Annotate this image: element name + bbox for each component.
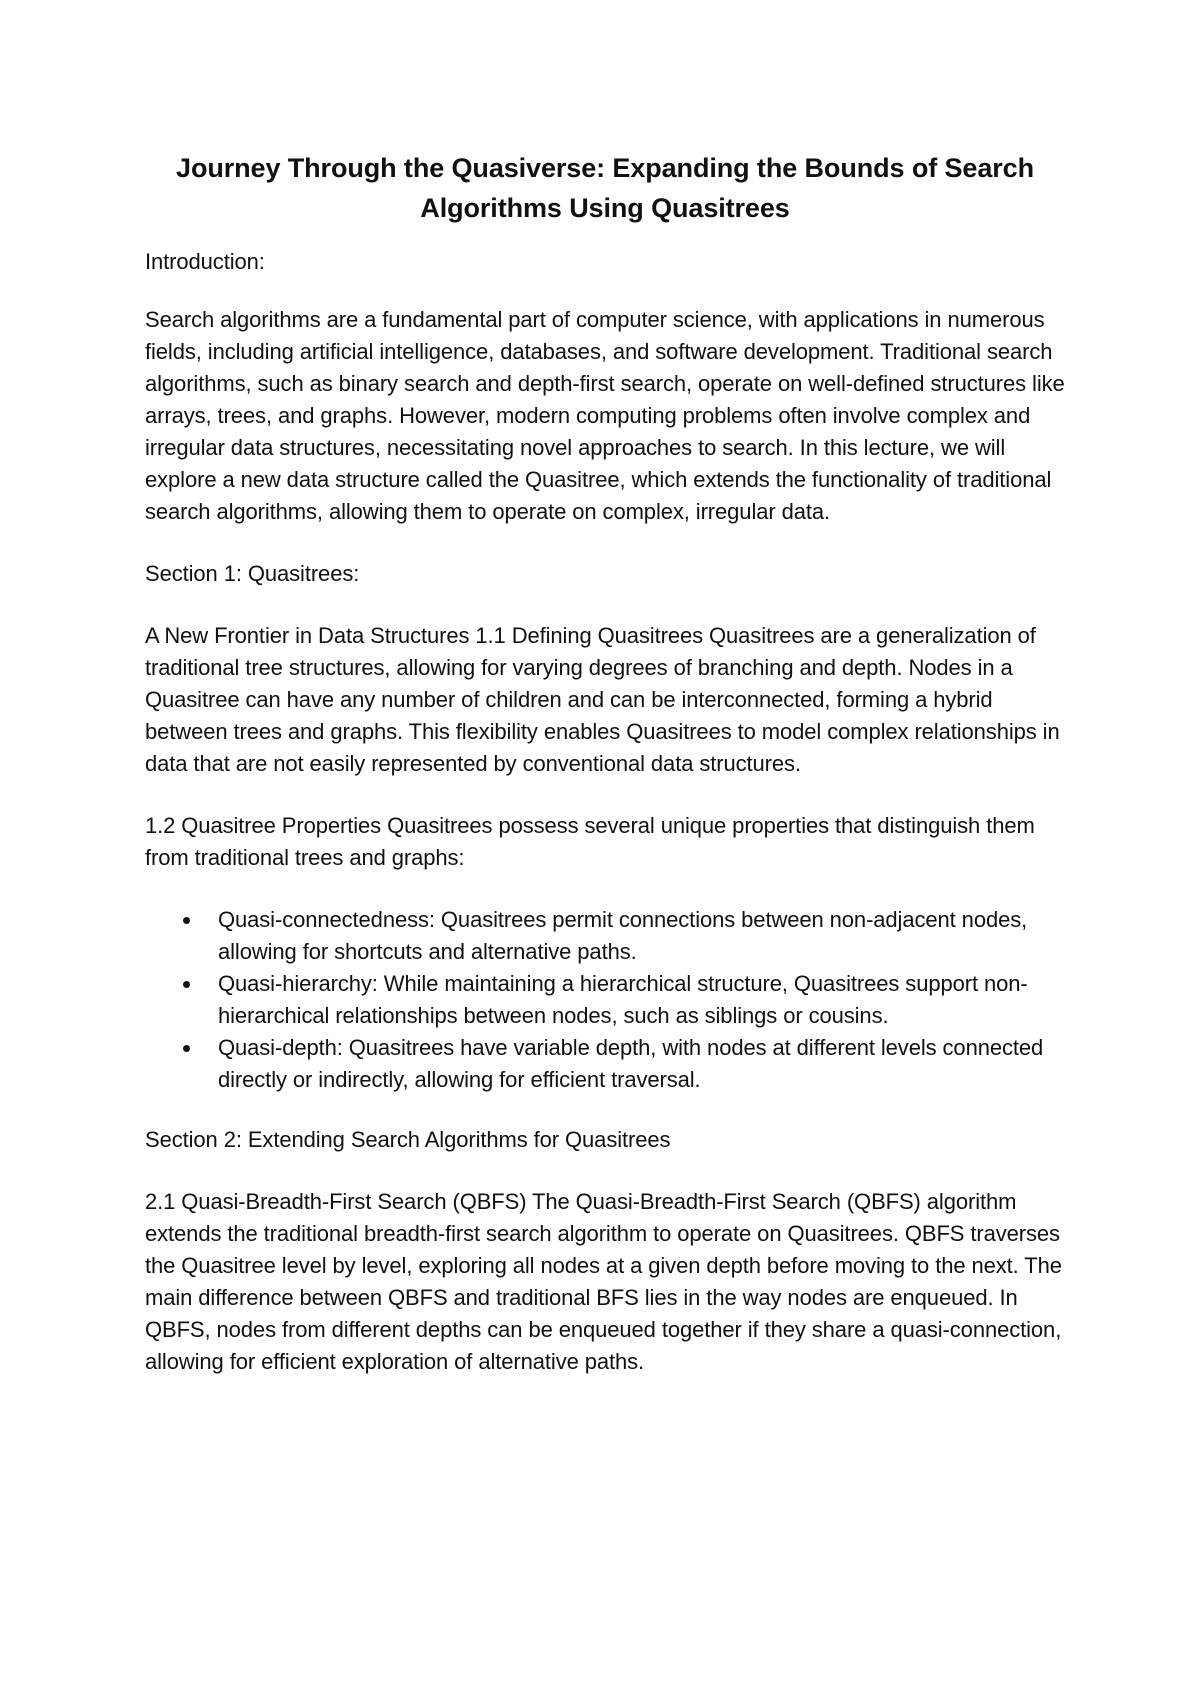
bullet-icon: [183, 1045, 190, 1052]
section1-paragraph-2: 1.2 Quasitree Properties Quasitrees possess several unique properties that distinguish them from traditional trees and graphs:: [145, 813, 1035, 870]
document-page: [145, 148, 1065, 1408]
section2-heading: Section 2: Extending Search Algorithms for Quasitrees: [145, 1127, 671, 1152]
list-item-text: Quasi-hierarchy: While maintaining a hierarchical structure, Quasitrees support non-hierarchical relationships between nodes, such as siblings or cousins.: [218, 971, 1028, 1028]
properties-list: [145, 904, 1065, 1096]
section2-paragraph-1: 2.1 Quasi-Breadth-First Search (QBFS) The Quasi-Breadth-First Search (QBFS) algorithm extends the traditional breadth-first search algorithm to operate on Quasitrees. QBFS traverses the Quasitree level by level, exploring all nodes at a given depth before moving to the next. The main difference between QBFS and traditional BFS lies in the way nodes are enqueued. In QBFS, nodes from different depths can be enqueued together if they share a quasi-connection, allowing for efficient exploration of alternative paths.: [145, 1189, 1062, 1374]
section1-heading: Section 1: Quasitrees:: [145, 561, 360, 586]
section1-paragraph-1: A New Frontier in Data Structures 1.1 Defining Quasitrees Quasitrees are a generalization of traditional tree structures, allowing for varying degrees of branching and depth. Nodes in a Quasitree can have any number of children and can be interconnected, forming a hybrid between trees and graphs. This flexibility enables Quasitrees to model complex relationships in data that are not easily represented by conventional data structures.: [145, 623, 1060, 776]
list-item: [145, 1032, 1065, 1096]
bullet-icon: [183, 981, 190, 988]
intro-heading: Introduction:: [145, 249, 265, 274]
document-title: Journey Through the Quasiverse: Expanding the Bounds of Search Algorithms Using Quasitrees: [176, 153, 1034, 223]
intro-paragraph: Search algorithms are a fundamental part of computer science, with applications in numerous fields, including artificial intelligence, databases, and software development. Traditional search algorithms, such as binary search and depth-first search, operate on well-defined structures like arrays, trees, and graphs. However, modern computing problems often involve complex and irregular data structures, necessitating novel approaches to search. In this lecture, we will explore a new data structure called the Quasitree, which extends the functionality of traditional search algorithms, allowing them to operate on complex, irregular data.: [145, 307, 1065, 524]
list-item-text: Quasi-connectedness: Quasitrees permit connections between non-adjacent nodes, allowing for shortcuts and alternative paths.: [218, 907, 1028, 964]
bullet-icon: [183, 917, 190, 924]
list-item: [145, 904, 1065, 968]
list-item-text: Quasi-depth: Quasitrees have variable depth, with nodes at different levels connected directly or indirectly, allowing for efficient traversal.: [218, 1035, 1044, 1092]
list-item: [145, 968, 1065, 1032]
